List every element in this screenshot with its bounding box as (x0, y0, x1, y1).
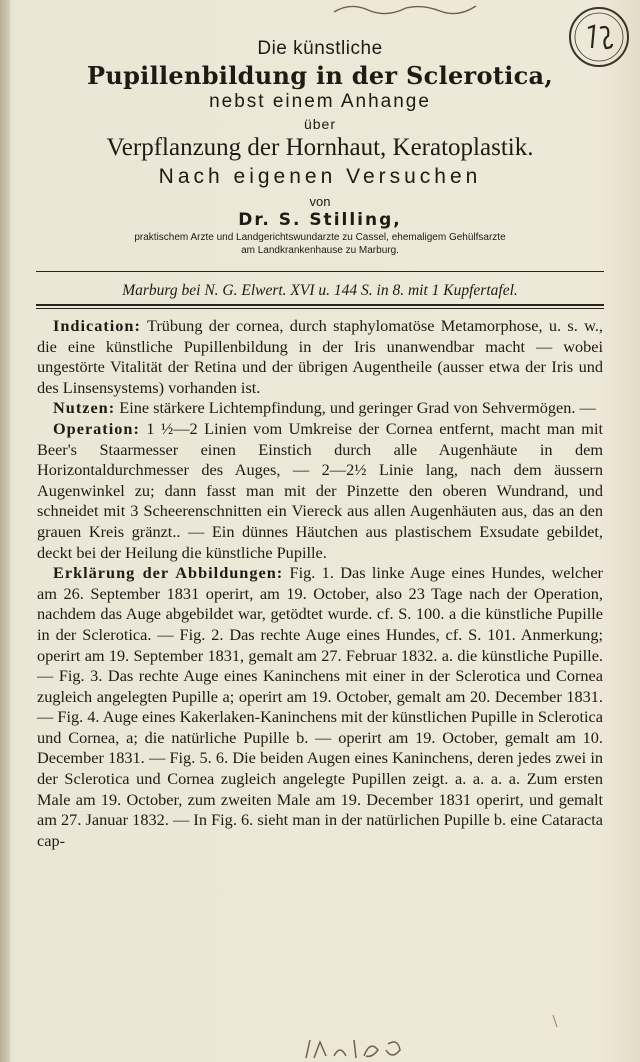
text-operation: 1 ½—2 Linien vom Umkreise der Cornea entfernt, macht man mit Beer's Staarmesser einen Einstich durch alle Augenhäute in dem Horizontaldurchmesser des Auges, — 2—2½ Linie lang, nach dem äussern Augenwinkel zu; dann fasst man mit der Pinzette den oberen Wundrand, und schneidet mit 3 Scheerenschnitten ein Viereck aus allen Augenhäuten aus, das an den grauen Kreis gränzt.. — Ein dünnes Häutchen aus plastischem Exsudate gebildet, deckt bei der Heilung die künstliche Pupille. (37, 418, 603, 562)
lead-nutzen: Nutzen: (53, 398, 116, 418)
header-topic: Verpflanzung der Hornhaut, Keratoplastik. (106, 134, 534, 161)
paragraph-nutzen (37, 398, 603, 419)
header-title: Pupillenbildung in der Sclerotica, (86, 61, 554, 90)
publication-line: Marburg bei N. G. Elwert. XVI u. 144 S. in 8. mit 1 Kupfertafel. (122, 282, 518, 299)
handwritten-shelfmark (300, 1036, 420, 1062)
body-text (37, 316, 603, 851)
paragraph-operation (37, 419, 603, 563)
header-von: von (309, 194, 331, 209)
header-nach: Nach eigenen Versuchen (158, 165, 482, 188)
lead-erklaerung: Erklärung der Abbildungen: (53, 563, 284, 583)
lead-operation: Operation: (53, 418, 140, 438)
rule-bottom (36, 304, 604, 306)
rule-top (36, 271, 604, 272)
text-indication: Trübung der cornea, durch staphylomatöse Metamorphose, u. s. w., die eine künstliche Pupillenbildung in der Iris unanwendbar macht — wobei ungestörte Vitalität der Retina und der übrigen Augentheile (ausser etwa der Iris und des Linsensystems) vorhanden ist. (37, 316, 604, 397)
header-affiliation-1: praktischem Arzte und Landgerichtswundarzte zu Cassel, ehemaligem Gehülfsarzte (134, 232, 506, 243)
paragraph-indication (37, 316, 603, 398)
text-erklaerung: Fig. 1. Das linke Auge eines Hundes, welcher am 26. September 1831 operirt, am 19. October, also 23 Tage nach der Operation, nachdem das Auge abgebildet war, getödtet wurde. cf. S. 100. a die künstliche Pupille in der Sclerotica. — Fig. 2. Das rechte Auge eines Hundes, cf. S. 101. Anmerkung; operirt am 19. September 1831, gemalt am 27. Februar 1832. a. die künstliche Pupille. — Fig. 3. Das rechte Auge eines Kaninchens mit einer in der Sclerotica und Cornea zugleich angelegten Pupille a; operirt am 19. October, gemalt am 20. December 1831. — Fig. 4. Auge eines Kakerlaken-Kaninchens mit der künstlichen Pupille in Sclerotica und Cornea, a; die natürliche Pupille b. — operirt am 19. October, gemalt am 10. December 1831. — Fig. 5. 6. Die beiden Augen eines Kaninchens, deren jedes zwei in der Sclerotica und Cornea zugleich angelegte Pupillen zeigt. a. a. a. a. Zum ersten Male am 19. October, zum zweiten Male am 19. December 1831 operirt, und gemalt am 27. Januar 1832. — In Fig. 6. sieht man in der natürlichen Pupille b. eine Cataracta cap- (37, 563, 603, 850)
text-nutzen: Eine stärkere Lichtempfindung, und geringer Grad von Sehvermögen. — (119, 398, 596, 418)
header-die: Die künstliche (257, 38, 383, 59)
header-nebst: nebst einem Anhange (209, 91, 431, 112)
handwritten-scribble (330, 0, 480, 16)
header-ueber: über (303, 116, 337, 132)
header-affiliation-2: am Landkrankenhause zu Marburg. (241, 245, 399, 256)
rule-bottom-thin (36, 308, 604, 309)
header-author: Dr. S. Stilling, (238, 210, 402, 230)
margin-tick (552, 1014, 558, 1028)
paragraph-erklaerung (37, 563, 603, 851)
lead-indication: Indication: (53, 316, 141, 335)
